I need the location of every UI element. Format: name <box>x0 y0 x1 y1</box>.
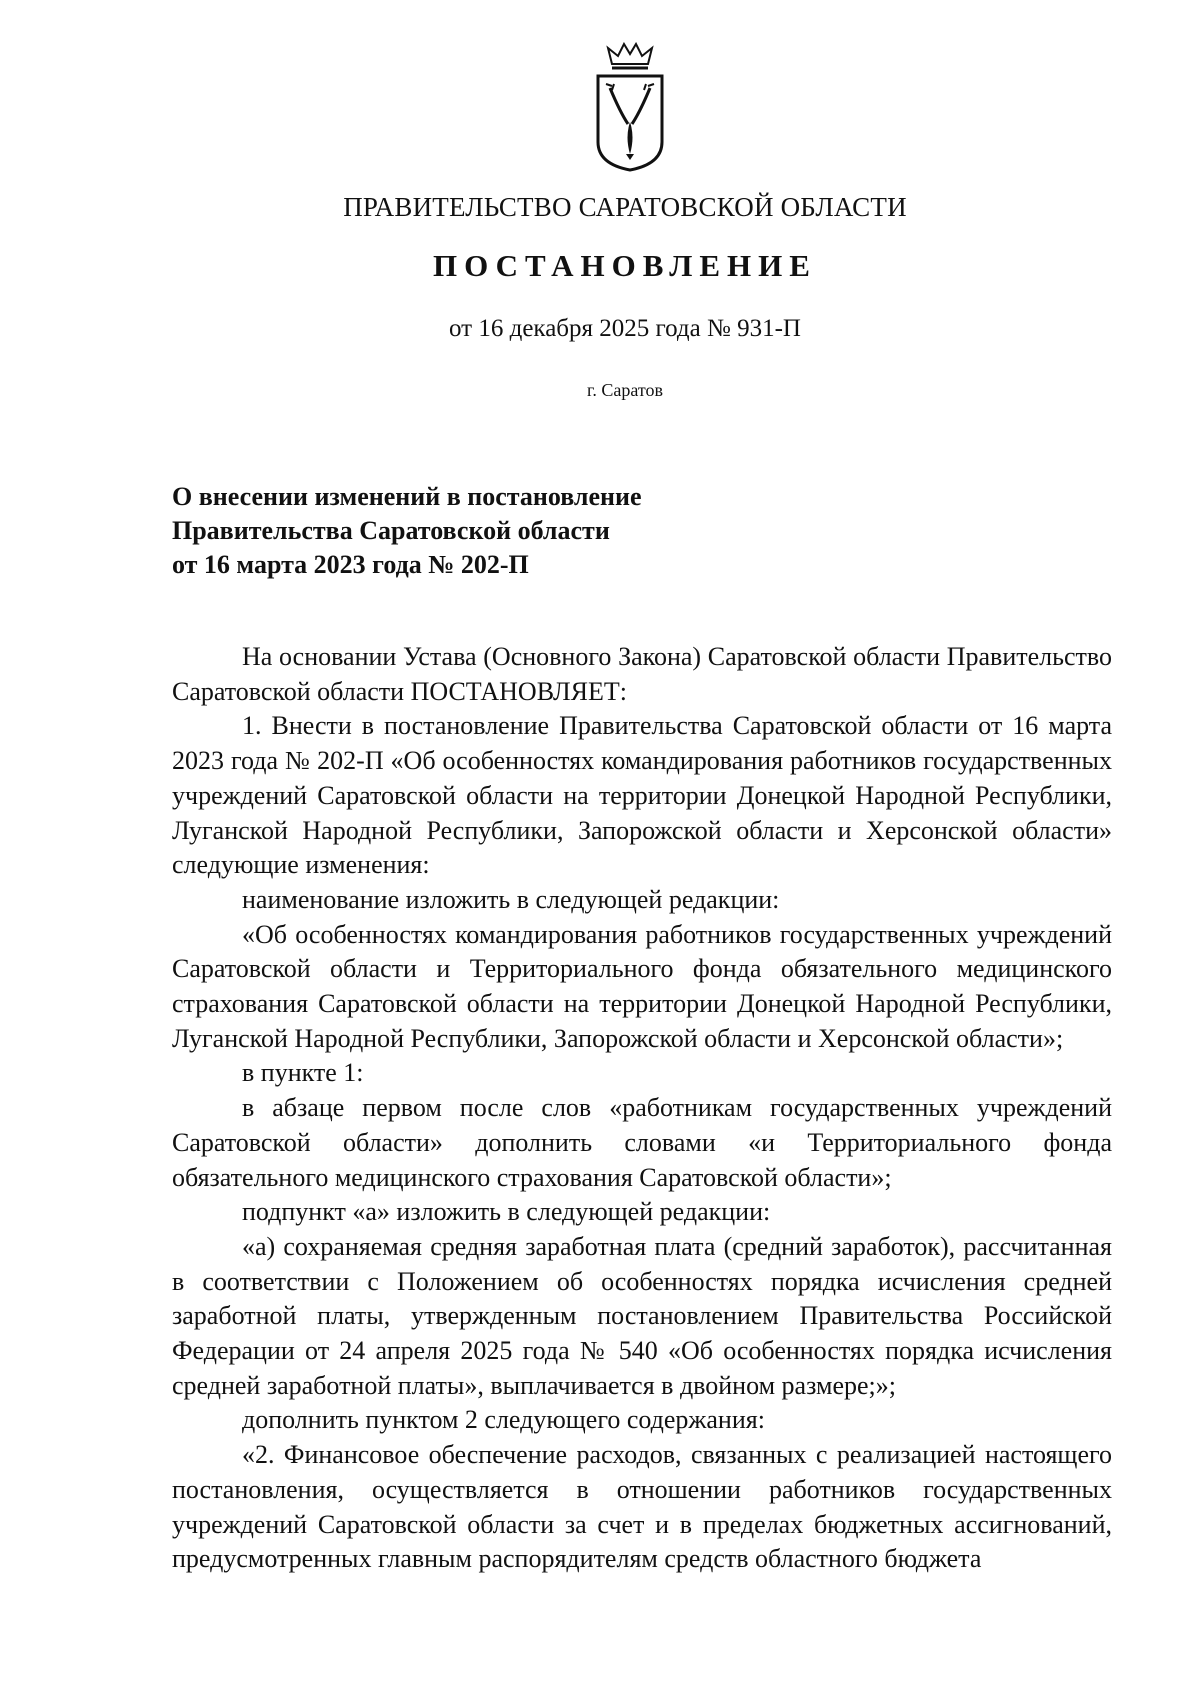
paragraph: дополнить пунктом 2 следующего содержания: <box>242 1405 765 1435</box>
paragraph: На основании Устава (Основного Закона) Саратовской области Правительство Саратовской области ПОСТАНОВЛЯЕТ: <box>172 642 1112 706</box>
title-line: О внесении изменений в постановление <box>172 482 642 511</box>
paragraph: в абзаце первом после слов «работникам государственных учреждений Саратовской области» дополнить словами «и Территориального фонда обязательного медицинского страхования Саратовской области»; <box>172 1093 1112 1192</box>
document-city: г. Саратов <box>587 380 663 400</box>
coat-of-arms-icon <box>590 42 670 172</box>
paragraph: «2. Финансовое обеспечение расходов, связанных с реализацией настоящего постановления, осуществляется в отношении работников государственных учреждений Саратовской области за счет и в пределах бюджетных ассигнований, предусмотренных главным распорядителям средств областного бюджета <box>172 1440 1112 1574</box>
title-line: от 16 марта 2023 года № 202-П <box>172 550 529 579</box>
paragraph: «Об особенностях командирования работников государственных учреждений Саратовской области и Территориального фонда обязательного медицинского страхования Саратовской области на территории Донецкой Народной Республики, Луганской Народной Республики, Запорожской области и Херсонской области»; <box>172 919 1112 1053</box>
paragraph: в пункте 1: <box>242 1058 364 1088</box>
document-body <box>172 640 1112 1577</box>
paragraph: «а) сохраняемая средняя заработная плата (средний заработок), рассчитанная в соответствии с Положением об особенностях порядка исчисления средней заработной платы, утвержденным постановлением Правительства Российской Федерации от 24 апреля 2025 года № 540 «Об особенностях порядка исчисления средней заработной платы», выплачивается в двойном размере;»; <box>172 1231 1112 1400</box>
paragraph: 1. Внести в постановление Правительства Саратовской области от 16 марта 2023 года № 202-П «Об особенностях командирования работников государственных учреждений Саратовской области на территории Донецкой Народной Республики, Луганской Народной Республики, Запорожской области и Херсонской области» следующие изменения: <box>172 711 1112 880</box>
paragraph: подпункт «а» изложить в следующей редакции: <box>242 1197 771 1227</box>
government-name: ПРАВИТЕЛЬСТВО САРАТОВСКОЙ ОБЛАСТИ <box>343 192 907 222</box>
title-line: Правительства Саратовской области <box>172 516 610 545</box>
document-title <box>172 480 772 582</box>
document-date-number: от 16 декабря 2025 года № 931-П <box>449 315 801 342</box>
paragraph: наименование изложить в следующей редакции: <box>242 884 780 914</box>
document-type: ПОСТАНОВЛЕНИЕ <box>433 248 817 283</box>
